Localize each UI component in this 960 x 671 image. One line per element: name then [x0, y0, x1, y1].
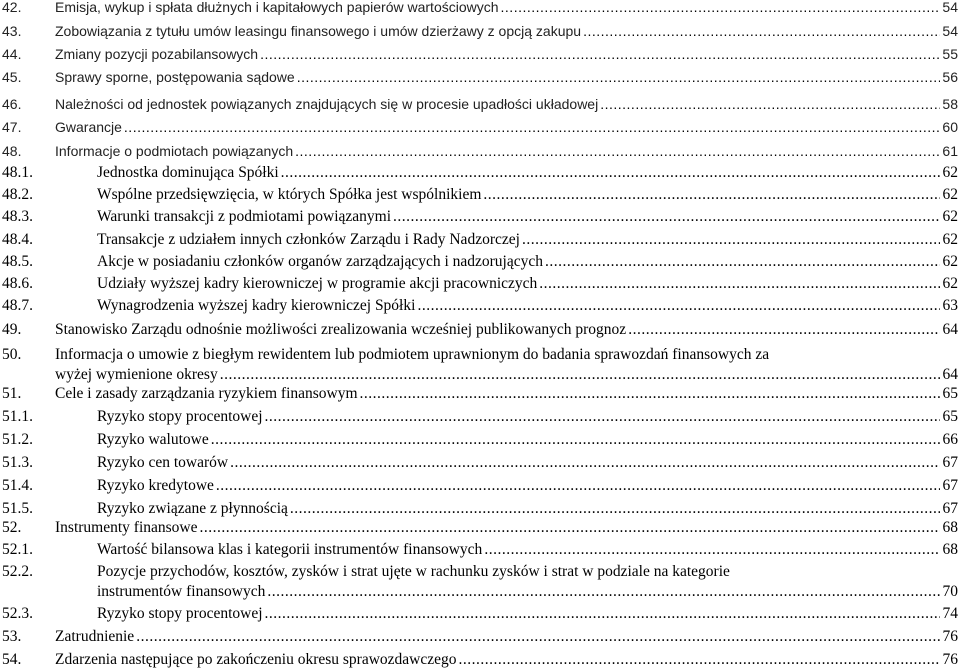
toc-number: 48.2.: [2, 186, 33, 203]
toc-page-number: 61: [942, 143, 958, 159]
toc-number: 48.: [2, 143, 22, 159]
toc-title: Warunki transakcji z podmiotami powiązanymi: [97, 208, 392, 225]
toc-page-number: 62: [942, 253, 958, 270]
toc-page-number: 70: [942, 583, 958, 600]
toc-page-number: 68: [942, 519, 958, 536]
toc-number: 48.7.: [2, 297, 33, 314]
toc-leader: [290, 499, 940, 519]
toc-number: 48.6.: [2, 275, 33, 292]
toc-number: 43.: [2, 23, 22, 39]
toc-title: Cele i zasady zarządzania ryzykiem finansowym: [55, 385, 358, 402]
toc-title: Zobowiązania z tytułu umów leasingu finansowego i umów dzierżawy z opcją zakupu: [55, 23, 582, 39]
toc-title-continuation: instrumentów finansowych: [97, 583, 266, 600]
toc-title: Wynagrodzenia wyższej kadry kierowniczej Spółki: [97, 297, 416, 314]
toc-number: 47.: [2, 119, 22, 135]
toc-page-number: 55: [942, 46, 958, 62]
toc-page-number: 54: [942, 23, 958, 39]
toc-page-number: 63: [942, 297, 958, 314]
toc-page-number: 58: [942, 96, 958, 112]
toc-number: 52.1.: [2, 541, 33, 558]
toc-leader: [360, 384, 940, 404]
toc-number: 48.5.: [2, 253, 33, 270]
toc-page-number: 67: [942, 477, 958, 494]
toc-leader: [136, 627, 940, 647]
toc-page-number: 64: [942, 366, 958, 383]
toc-number: 45.: [2, 69, 22, 85]
toc-page-number: 62: [942, 208, 958, 225]
toc-leader: [265, 407, 940, 427]
toc-leader: [281, 163, 940, 183]
toc-page-number: 64: [942, 321, 958, 338]
toc-number: 52.2.: [2, 563, 33, 580]
toc-leader: [484, 540, 940, 560]
toc-title: Wspólne przedsięwzięcia, w których Spółka jest wspólnikiem: [97, 186, 482, 203]
toc-page-number: 67: [942, 500, 958, 517]
toc-leader: [199, 518, 940, 538]
toc-entry: [0, 562, 960, 602]
toc-page-number: 76: [942, 651, 958, 668]
toc-leader: [393, 207, 940, 227]
toc-number: 53.: [2, 628, 22, 645]
toc-leader: [267, 582, 940, 602]
toc-title: Zmiany pozycji pozabilansowych: [55, 46, 259, 62]
toc-title: Ryzyko kredytowe: [97, 477, 214, 494]
toc-leader: [124, 117, 940, 137]
toc-number: 52.: [2, 519, 22, 536]
toc-leader: [297, 67, 940, 87]
toc-number: 42.: [2, 0, 22, 15]
toc-title: Transakcje z udziałem innych członków Zarządu i Rady Nadzorczej: [97, 231, 520, 248]
toc-title: Zatrudnienie: [55, 628, 135, 645]
toc-title: Ryzyko cen towarów: [97, 454, 229, 471]
toc-page-number: 66: [942, 431, 958, 448]
toc-title: Akcje w posiadaniu członków organów zarządzających i nadzorujących: [97, 253, 544, 270]
toc-page-number: 62: [942, 275, 958, 292]
toc-title: Wartość bilansowa klas i kategorii instrumentów finansowych: [97, 541, 483, 558]
toc-title-continuation: wyżej wymienione okresy: [55, 366, 218, 383]
toc-leader: [216, 476, 940, 496]
toc-page-number: 76: [942, 628, 958, 645]
toc-page-number: 65: [942, 385, 958, 402]
toc-leader: [483, 185, 940, 205]
toc-leader: [459, 650, 940, 670]
toc-leader: [211, 430, 940, 450]
toc-number: 48.4.: [2, 231, 33, 248]
toc-title: Ryzyko związane z płynnością: [97, 500, 288, 517]
toc-title: Ryzyko stopy procentowej: [97, 605, 263, 622]
toc-leader: [583, 21, 940, 41]
toc-title: Informacja o umowie z biegłym rewidentem lub podmiotem uprawnionym do badania sprawozdań finansowych za: [55, 346, 770, 363]
toc-number: 46.: [2, 96, 22, 112]
toc-page-number: 54: [942, 0, 958, 15]
toc-page-number: 74: [942, 605, 958, 622]
toc-number: 51.3.: [2, 454, 33, 471]
toc-number: 51.: [2, 385, 22, 402]
toc-page-number: 65: [942, 408, 958, 425]
toc-number: 51.5.: [2, 500, 33, 517]
toc-title: Gwarancje: [55, 119, 122, 135]
toc-leader: [501, 0, 940, 17]
toc-leader: [230, 453, 940, 473]
toc-number: 44.: [2, 46, 22, 62]
toc-number: 51.1.: [2, 408, 33, 425]
toc-title: Instrumenty finansowe: [55, 519, 198, 536]
toc-title: Należności od jednostek powiązanych znajdujących się w procesie upadłości układowej: [55, 96, 599, 112]
toc-title: Stanowisko Zarządu odnośnie możliwości zrealizowania wcześniej publikowanych prognoz: [55, 321, 627, 338]
toc-page-number: 62: [942, 186, 958, 203]
toc-leader: [265, 604, 940, 624]
toc-title: Sprawy sporne, postępowania sądowe: [55, 69, 295, 85]
toc-leader: [522, 230, 940, 250]
toc-title: Informacje o podmiotach powiązanych: [55, 143, 294, 159]
toc-number: 49.: [2, 321, 22, 338]
toc-number: 48.1.: [2, 164, 33, 181]
toc-title: Udziały wyższej kadry kierowniczej w programie akcji pracowniczych: [97, 275, 538, 292]
toc-entry: [0, 345, 960, 385]
toc-page-number: 62: [942, 231, 958, 248]
toc-number: 48.3.: [2, 208, 33, 225]
toc-leader: [545, 252, 940, 272]
toc-number: 51.4.: [2, 477, 33, 494]
toc-leader: [600, 94, 940, 114]
toc-title: Zdarzenia następujące po zakończeniu okresu sprawozdawczego: [55, 651, 457, 668]
toc-leader: [260, 44, 940, 64]
toc-leader: [295, 141, 940, 161]
toc-number: 50.: [2, 346, 22, 363]
toc-title: Jednostka dominująca Spółki: [97, 164, 279, 181]
toc-title: Ryzyko stopy procentowej: [97, 408, 263, 425]
toc-leader: [628, 320, 940, 340]
toc-page-number: 62: [942, 164, 958, 181]
toc-number: 51.2.: [2, 431, 33, 448]
toc-number: 52.3.: [2, 605, 33, 622]
toc-leader: [539, 274, 940, 294]
toc-title: Ryzyko walutowe: [97, 431, 209, 448]
toc-page-number: 60: [942, 119, 958, 135]
toc-title: Emisja, wykup i spłata dłużnych i kapitałowych papierów wartościowych: [55, 0, 499, 15]
toc-title: Pozycje przychodów, kosztów, zysków i strat ujęte w rachunku zysków i strat w podziale na kategorie: [97, 563, 730, 580]
toc-leader: [417, 296, 940, 316]
toc-number: 54.: [2, 651, 22, 668]
toc-page-number: 56: [942, 69, 958, 85]
toc-leader: [220, 365, 940, 385]
toc-page-number: 68: [942, 541, 958, 558]
toc-page-number: 67: [942, 454, 958, 471]
